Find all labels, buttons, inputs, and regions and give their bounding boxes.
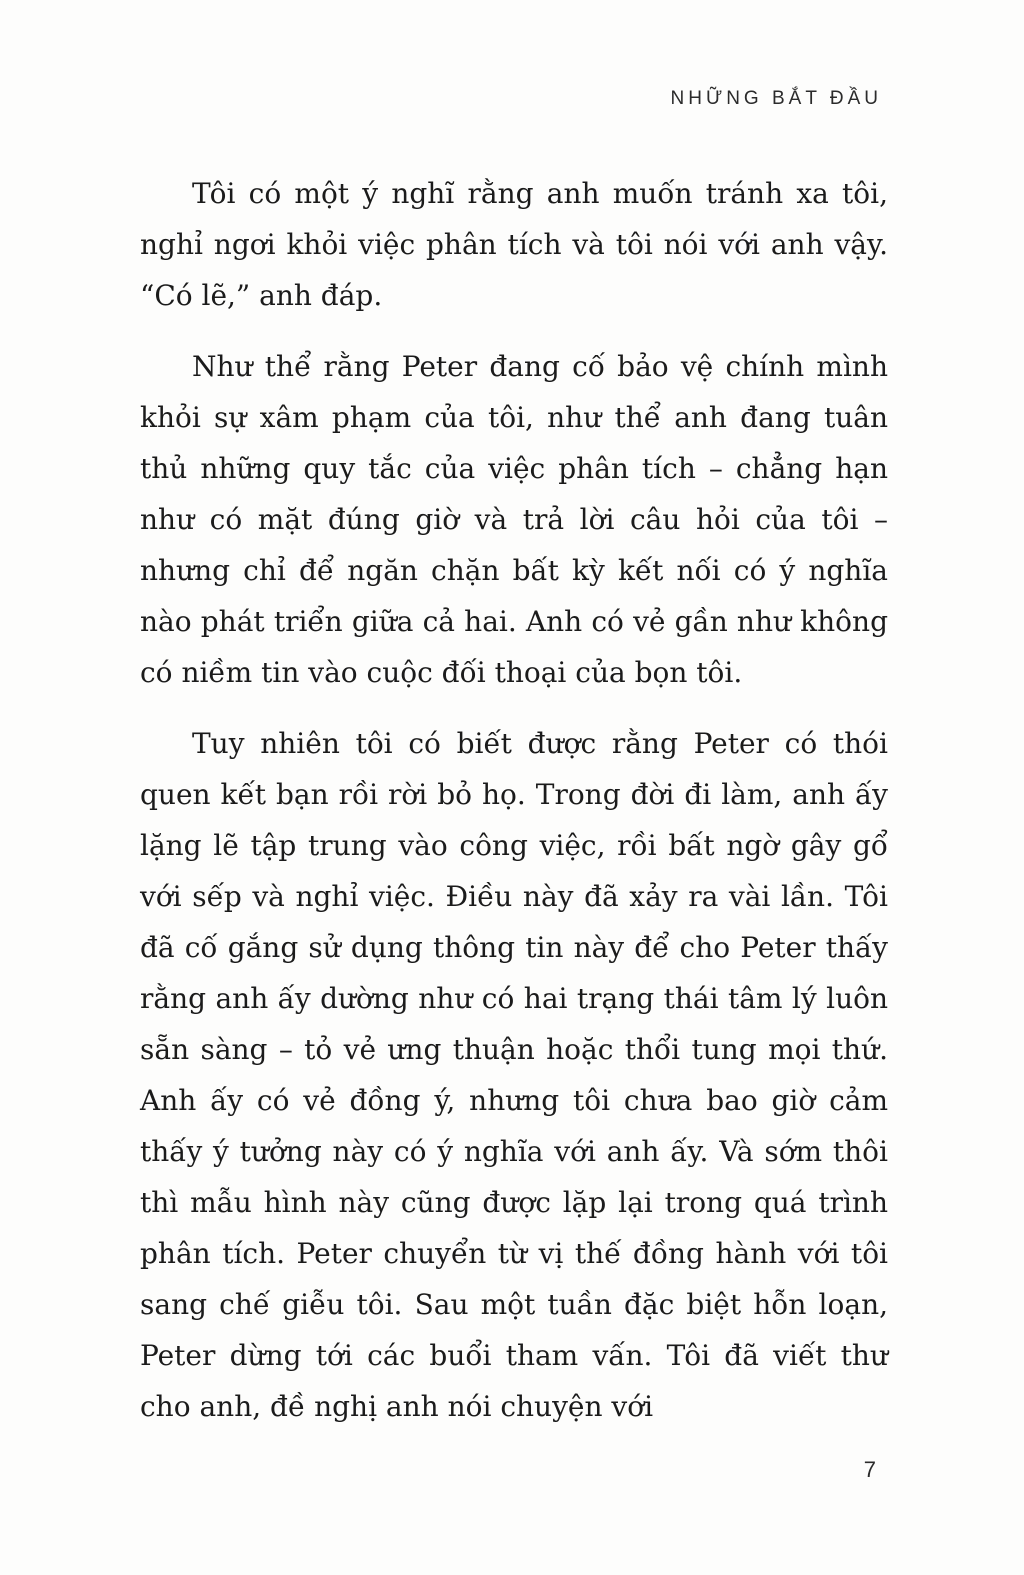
body-paragraph: Tuy nhiên tôi có biết được rằng Peter có thói quen kết bạn rồi rời bỏ họ. Trong đời đi làm, anh ấy lặng lẽ tập trung vào công việc, rồi bất ngờ gây gổ với sếp và nghỉ việc. Điều này đã xảy ra vài lần. Tôi đã cố gắng sử dụng thông tin này để cho Peter thấy rằng anh ấy dường như có hai trạng thái tâm lý luôn sẵn sàng – tỏ vẻ ưng thuận hoặc thổi tung mọi thứ. Anh ấy có vẻ đồng ý, nhưng tôi chưa bao giờ cảm thấy ý tưởng này có ý nghĩa với anh ấy. Và sớm thôi thì mẫu hình này cũng được lặp lại trong quá trình phân tích. Peter chuyển từ vị thế đồng hành với tôi sang chế giễu tôi. Sau một tuần đặc biệt hỗn loạn, Peter dừng tới các buổi tham vấn. Tôi đã viết thư cho anh, đề nghị anh nói chuyện với bbox=[140, 727, 888, 1423]
body-text bbox=[140, 168, 888, 1452]
page-number: 7 bbox=[863, 1457, 876, 1482]
body-paragraph: Như thể rằng Peter đang cố bảo vệ chính mình khỏi sự xâm phạm của tôi, như thể anh đang tuân thủ những quy tắc của việc phân tích – chẳng hạn như có mặt đúng giờ và trả lời câu hỏi của tôi – nhưng chỉ để ngăn chặn bất kỳ kết nối có ý nghĩa nào phát triển giữa cả hai. Anh có vẻ gần như không có niềm tin vào cuộc đối thoại của bọn tôi. bbox=[140, 350, 888, 689]
running-header: NHỮNG BẮT ĐẦU bbox=[670, 88, 882, 109]
body-paragraph: Tôi có một ý nghĩ rằng anh muốn tránh xa tôi, nghỉ ngơi khỏi việc phân tích và tôi nói với anh vậy. “Có lẽ,” anh đáp. bbox=[140, 177, 888, 312]
